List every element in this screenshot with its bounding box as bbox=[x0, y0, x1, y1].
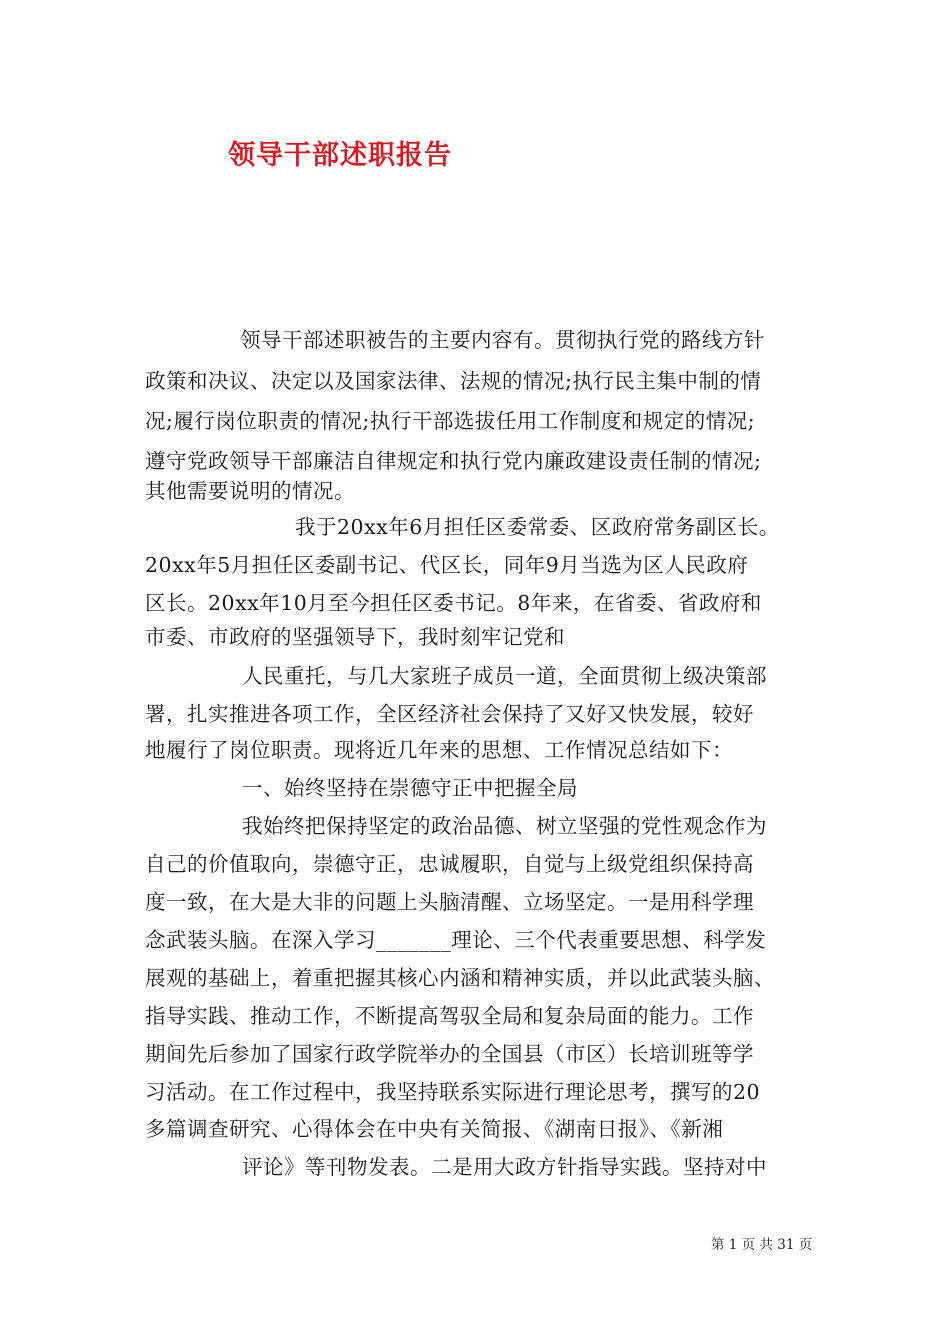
body-line: 指导实践、推动工作，不断提高驾驭全局和复杂局面的能力。工作 bbox=[145, 1004, 754, 1028]
body-line: 市委、市政府的坚强领导下，我时刻牢记党和 bbox=[145, 625, 565, 649]
body-line: 其他需要说明的情况。 bbox=[145, 479, 355, 503]
body-line: 领导干部述职被告的主要内容有。贯彻执行党的路线方针 bbox=[240, 328, 765, 352]
section-heading: 一、始终坚持在崇德守正中把握全局 bbox=[242, 776, 578, 800]
body-line: 习活动。在工作过程中，我坚持联系实际进行理论思考，撰写的20 bbox=[145, 1080, 761, 1104]
body-line: 区长。20xx年10月至今担任区委书记。8年来，在省委、省政府和 bbox=[145, 591, 762, 615]
body-line: 遵守党政领导干部廉洁自律规定和执行党内廉政建设责任制的情况; bbox=[145, 449, 762, 473]
document-title: 领导干部述职报告 bbox=[228, 140, 452, 171]
body-line: 地履行了岗位职责。现将近几年来的思想、工作情况总结如下： bbox=[145, 738, 733, 762]
body-line: 署，扎实推进各项工作，全区经济社会保持了又好又快发展，较好 bbox=[145, 702, 754, 726]
body-line: 期间先后参加了国家行政学院举办的全国县（市区）长培训班等学 bbox=[145, 1042, 754, 1066]
page-number: 第 1 页 共 31 页 bbox=[711, 1237, 813, 1253]
body-line: 自己的价值取向，崇德守正，忠诚履职，自觉与上级党组织保持高 bbox=[145, 852, 754, 876]
body-line: 展观的基础上，着重把握其核心内涵和精神实质，并以此武装头脑、 bbox=[145, 966, 775, 990]
body-line: 20xx年5月担任区委副书记、代区长，同年9月当选为区人民政府 bbox=[145, 553, 749, 577]
body-line: 度一致，在大是大非的问题上头脑清醒、立场坚定。一是用科学理 bbox=[145, 890, 754, 914]
body-line: 政策和决议、决定以及国家法律、法规的情况;执行民主集中制的情 bbox=[145, 369, 762, 393]
body-line: 我于20xx年6月担任区委常委、区政府常务副区长。 bbox=[295, 515, 780, 539]
body-line: 人民重托，与几大家班子成员一道，全面贯彻上级决策部 bbox=[242, 664, 767, 688]
body-line: 况;履行岗位职责的情况;执行干部选拔任用工作制度和规定的情况; bbox=[145, 409, 756, 433]
body-line: 评论》等刊物发表。二是用大政方针指导实践。坚持对中 bbox=[242, 1155, 767, 1179]
body-line: 我始终把保持坚定的政治品德、树立坚强的党性观念作为 bbox=[242, 814, 767, 838]
body-line: 念武装头脑。在深入学习_______理论、三个代表重要思想、科学发 bbox=[145, 928, 767, 952]
body-line: 多篇调查研究、心得体会在中央有关简报、《湖南日报》、《新湘 bbox=[145, 1117, 724, 1141]
